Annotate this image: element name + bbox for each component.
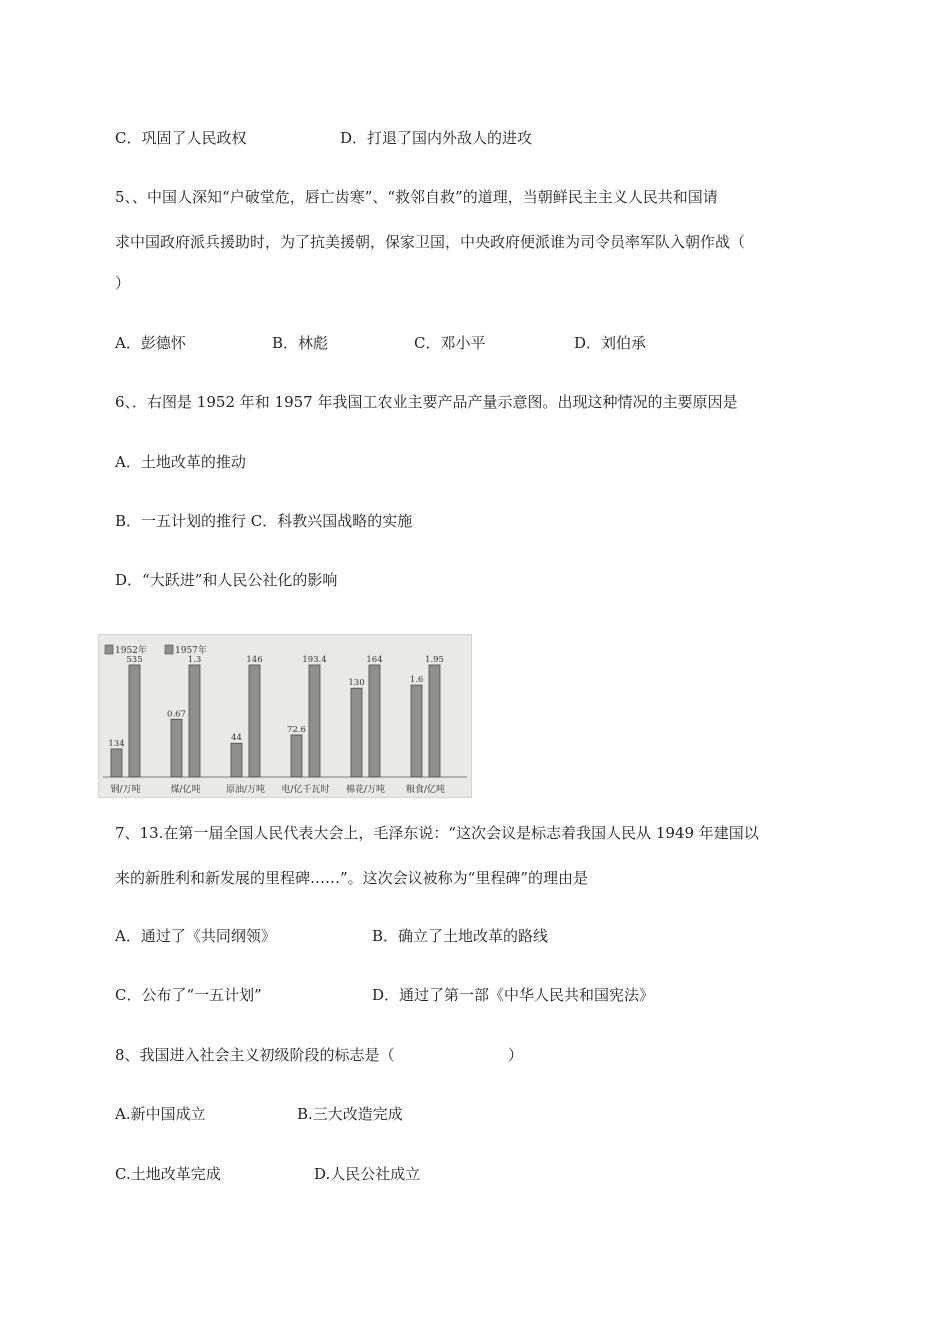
- chart-canvas: [99, 635, 471, 797]
- q5-option-b: B．林彪: [272, 334, 329, 352]
- q5-stem-line-1: 5、、中国人深知“户破堂危，唇亡齿寒”、“救邻自救”的道理，当朝鲜民主主义人民共和国请: [115, 188, 718, 206]
- q5-option-d: D．刘伯承: [574, 334, 647, 352]
- q5-stem-line-2: 求中国政府派兵援助时，为了抗美援朝，保家卫国，中央政府便派谁为司令员率军队入朝作战（: [115, 233, 746, 251]
- q7-option-a: A．通过了《共同纲领》: [115, 927, 276, 945]
- bar-value-label-3-1: 193.4: [302, 655, 327, 665]
- bar-5-0: [411, 685, 422, 777]
- bar-value-label-1-1: 1.3: [187, 655, 202, 665]
- q8-option-d: D.人民公社成立: [314, 1165, 421, 1183]
- bar-value-label-4-0: 130: [348, 678, 365, 689]
- bar-1-1: [189, 665, 200, 777]
- category-label-4: 棉花/万吨: [345, 785, 386, 795]
- bar-4-1: [369, 665, 380, 777]
- bar-1-0: [171, 719, 182, 777]
- bar-value-label-3-0: 72.6: [287, 724, 306, 735]
- legend-label-1957: 1957年: [175, 646, 207, 656]
- q6-stem: 6、．右图是 1952 年和 1957 年我国工农业主要产品产量示意图。出现这种情况的主要原因是: [115, 393, 738, 411]
- q4-option-c: C．巩固了人民政权: [115, 129, 247, 147]
- category-label-3: 电/亿千瓦时: [281, 785, 330, 795]
- bar-2-0: [231, 743, 242, 777]
- q8-option-c: C.土地改革完成: [115, 1165, 221, 1183]
- q8-option-b: B.三大改造完成: [297, 1105, 403, 1123]
- bar-value-label-2-1: 146: [246, 655, 263, 665]
- bar-0-0: [111, 749, 122, 777]
- bar-value-label-0-0: 134: [108, 738, 125, 749]
- q7-stem-line-2: 来的新胜利和新发展的里程碑……”。这次会议被称为“里程碑”的理由是: [115, 869, 589, 887]
- legend-swatch-1952: [105, 645, 113, 654]
- q5-option-c: C．邓小平: [414, 334, 486, 352]
- bar-4-0: [351, 688, 362, 777]
- category-label-5: 粮食/亿吨: [405, 785, 446, 795]
- bar-2-1: [249, 665, 260, 777]
- category-label-0: 钢/万吨: [110, 785, 141, 795]
- q8-option-a: A.新中国成立: [115, 1105, 206, 1123]
- chart-bars: [103, 655, 467, 795]
- bar-3-0: [291, 735, 302, 777]
- category-label-1: 煤/亿吨: [170, 785, 201, 795]
- category-label-2: 原油/万吨: [225, 785, 266, 795]
- bar-value-label-4-1: 164: [366, 655, 383, 665]
- q7-option-b: B．确立了土地改革的路线: [372, 927, 549, 945]
- bar-3-1: [309, 665, 320, 777]
- q5-stem-line-3: ）: [115, 274, 131, 292]
- q7-option-c: C．公布了“一五计划”: [115, 986, 262, 1004]
- bar-value-label-5-0: 1.6: [409, 675, 424, 686]
- bar-value-label-1-0: 0.67: [167, 709, 186, 720]
- q6-option-d: D．“大跃进”和人民公社化的影响: [115, 571, 338, 589]
- q6-option-a: A．土地改革的推动: [115, 453, 246, 471]
- legend-label-1952: 1952年: [115, 646, 147, 656]
- q8-stem: 8、我国进入社会主义初级阶段的标志是（: [115, 1046, 395, 1064]
- q5-option-a: A．彭德怀: [115, 334, 186, 352]
- bar-value-label-0-1: 535: [126, 655, 143, 665]
- legend-swatch-1957: [165, 645, 173, 654]
- q6-option-b-c: B．一五计划的推行 C．科教兴国战略的实施: [115, 512, 413, 530]
- q7-option-d: D．通过了第一部《中华人民共和国宪法》: [372, 986, 655, 1004]
- q4-option-d: D．打退了国内外敌人的进攻: [340, 129, 533, 147]
- q8-stem-close: ）: [508, 1046, 524, 1064]
- q7-stem-line-1: 7、13.在第一届全国人民代表大会上，毛泽东说：“这次会议是标志着我国人民从 1949 年建国以: [115, 824, 759, 842]
- production-bar-chart: [98, 634, 472, 798]
- bar-5-1: [429, 665, 440, 777]
- bar-0-1: [129, 665, 140, 777]
- bar-value-label-2-0: 44: [231, 733, 242, 744]
- bar-value-label-5-1: 1.95: [425, 655, 444, 665]
